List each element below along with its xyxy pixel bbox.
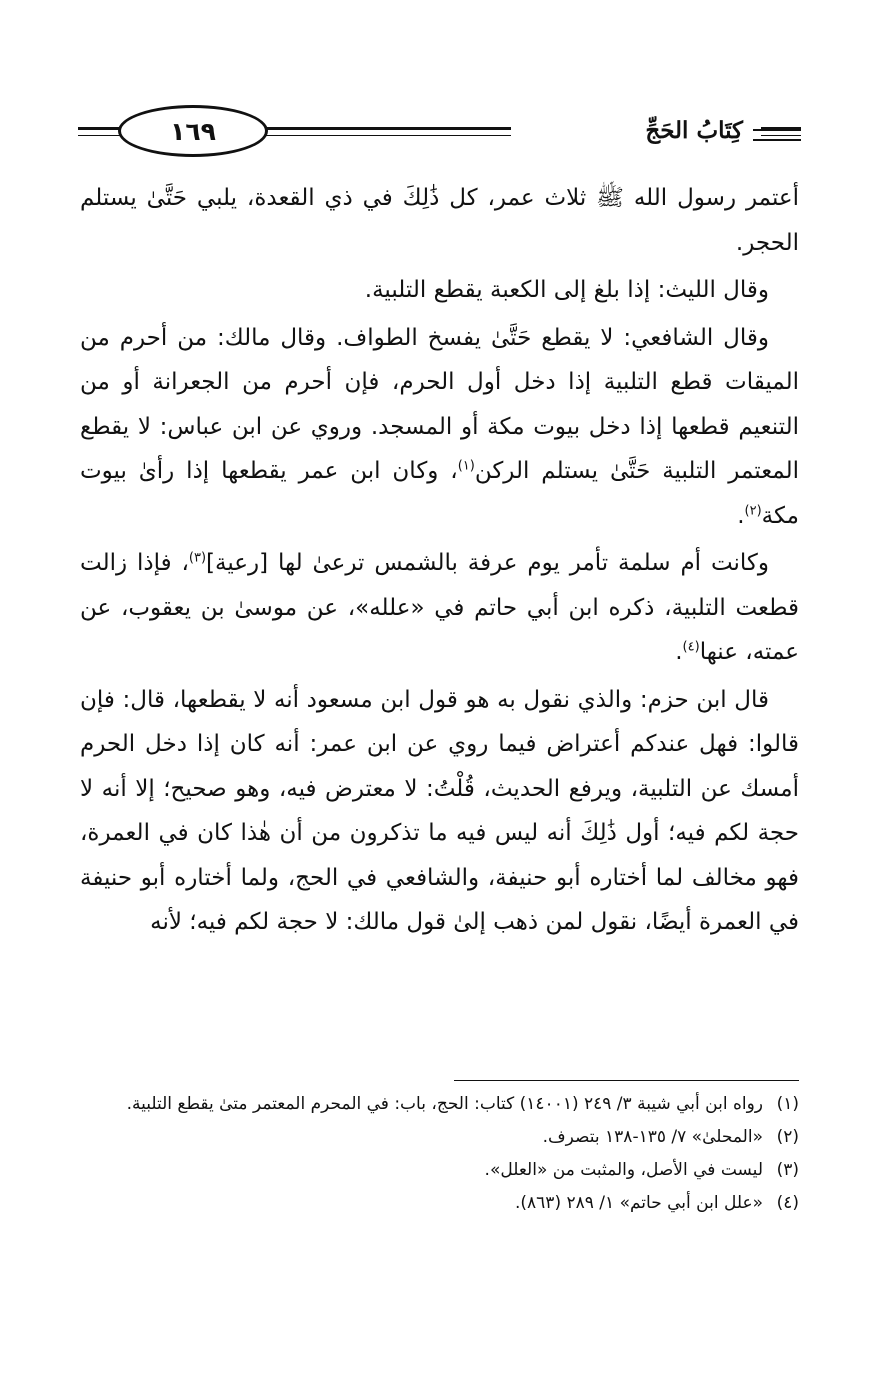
paragraph <box>80 541 799 675</box>
period: . <box>737 502 745 529</box>
paragraph-text: قال ابن حزم: والذي نقول به هو قول ابن مسعود أنه لا يقطعها، قال: فإن قالوا: فهل عندكم أعتراض فيما روي عن ابن عمر: أنه كان إذا دخل الحرم أمسك عن التلبية، ويرفع الحديث، قُلْتُ: لا معترض فيه، وهو صحيح؛ إلا أنه لا حجة لكم فيه؛ أول ذَٰلِكَ أنه ليس فيه ما تذكرون من أن هٰذا كان في العمرة، فهو مخالف لما أختاره أبو حنيفة، والشافعي في الحج، ولما أختاره أبو حنيفة في العمرة أيضًا، نقول لمن ذهب إلىٰ قول مالك: لا حجة لكم فيه؛ لأنه <box>80 686 799 935</box>
paragraph <box>80 176 799 265</box>
paragraph <box>80 316 799 539</box>
paragraph-text: ، وكان ابن عمر يقطعها إذا رأىٰ بيوت مكة <box>80 458 799 529</box>
footnote-ref[interactable]: (٤) <box>682 639 700 655</box>
paragraph <box>80 268 799 313</box>
paragraph <box>80 678 799 945</box>
paragraph-text: وقال الليث: إذا بلغ إلى الكعبة يقطع التلبية. <box>364 277 769 303</box>
footnote-text: ليست في الأصل، والمثبت من «العلل». <box>484 1160 763 1180</box>
footnote-ref[interactable]: (٣) <box>188 550 207 566</box>
footnote-number: (٤) <box>776 1193 799 1213</box>
footnote <box>80 1088 799 1121</box>
footnote-number: (٢) <box>776 1127 799 1147</box>
paragraph-text: وقال الشافعي: لا يقطع حَتَّىٰ يفسخ الطواف. وقال مالك: من أحرم من الميقات قطع التلبية إذا دخل أول الحرم، فإن أحرم من الجعرانة أو من التنعيم قطعها إذا دخل بيوت مكة أو المسجد. وروي عن ابن عباس: لا يقطع المعتمر التلبية حَتَّىٰ يستلم الركن <box>80 324 799 484</box>
chapter-title: كِتَابُ الحَجِّ <box>645 117 743 144</box>
footnote-separator <box>454 1080 799 1081</box>
footnotes <box>80 1088 799 1220</box>
paragraph-text: ، فإذا زالت قطعت التلبية، ذكره ابن أبي حاتم في «علله»، عن موسىٰ بن يعقوب، عن عمته، عنها <box>80 550 799 665</box>
footnote-text: «علل ابن أبي حاتم» ١/ ٢٨٩ (٨٦٣). <box>514 1193 763 1213</box>
footnote-number: (١) <box>776 1094 799 1114</box>
page-number: ١٦٩ <box>170 117 216 146</box>
footnote <box>80 1187 799 1220</box>
footnote-ref[interactable]: (١) <box>457 458 475 474</box>
footnote <box>80 1154 799 1187</box>
main-text <box>80 176 799 948</box>
footnote-text: رواه ابن أبي شيبة ٣/ ٢٤٩ (١٤٠٠١) كتاب: الحج، باب: في المحرم المعتمر متىٰ يقطع التلبية. <box>126 1094 763 1114</box>
footnote <box>80 1121 799 1154</box>
running-header <box>78 105 801 165</box>
footnote-text: «المحلىٰ» ٧/ ١٣٥-١٣٨ بتصرف. <box>542 1127 763 1147</box>
paragraph-text: وكانت أم سلمة تأمر يوم عرفة بالشمس ترعىٰ لها [رعية] <box>206 550 769 576</box>
page-number-badge <box>118 105 268 157</box>
header-ornament <box>753 129 801 141</box>
period: . <box>675 639 683 665</box>
footnote-ref[interactable]: (٢) <box>744 502 762 518</box>
footnote-number: (٣) <box>776 1160 799 1180</box>
paragraph-text: أعتمر رسول الله ﷺ ثلاث عمر، كل ذَٰلِكَ في ذي القعدة، يلبي حَتَّىٰ يستلم الحجر. <box>80 185 799 256</box>
